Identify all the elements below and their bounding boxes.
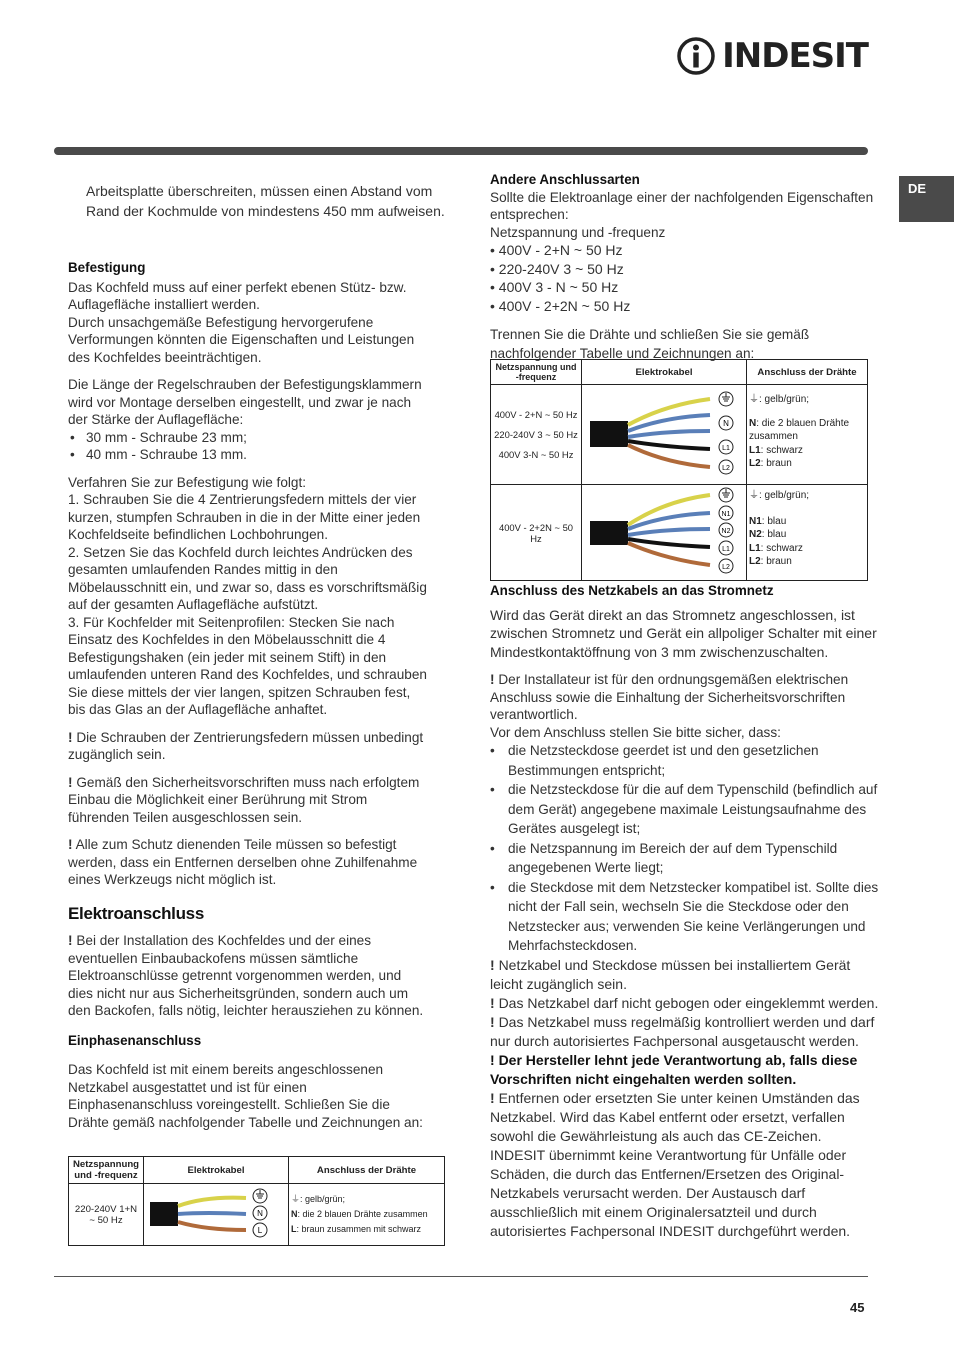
elektro-warning: ! Bei der Installation des Kochfeldes und der eines eventuellen Einbaubackofens müssen sämtliche Elektroanschlüsse getrennt vorgenommen werden, und dies nicht nur aus Sicherheitsgründen, sondern auch um den Backofen, falls nötig, leichter herausziehen zu können.: [68, 933, 424, 1018]
cable-2phase-svg: [584, 487, 744, 575]
header-bar: [54, 147, 868, 155]
row2-netz: 400V - 2+2N ~ 50 Hz: [491, 485, 582, 581]
terminal-l1-label: L1: [722, 546, 730, 553]
terminal-l-label: L: [257, 1226, 263, 1235]
check-item: • die Netzspannung im Bereich der auf dem Typenschild angegebenen Werte liegt;: [490, 839, 880, 878]
step-2: 2. Setzen Sie das Kochfeld durch leichtes Andrücken des gesamten umlaufenden Randes mittig in den Möbelausschnitt ein, und zwar so, dass es vorschriftsmäßig auf der gesamten Auflagefläche aufstützt.: [68, 544, 427, 612]
th-netz: Netzspannung und -frequenz: [69, 1157, 144, 1184]
logo-text: INDESIT: [722, 36, 868, 76]
anschluss-table: [490, 359, 868, 581]
warning-w1: ! Netzkabel und Steckdose müssen bei installiertem Gerät leicht zugänglich sein.: [490, 956, 851, 992]
warning-3: ! Alle zum Schutz dienenden Teile müssen so befestigt werden, dass ein Entfernen derselben ohne Zuhilfenahme eines Werkzeugs nicht möglich ist.: [68, 837, 418, 887]
installateur-warning: ! Der Installateur ist für den ordnungsgemäßen elektrischen Anschluss sowie die Einhaltung der Sicherheitsvorschriften verantwortlich.: [490, 672, 849, 722]
th-anschluss: Anschluss der Drähte: [289, 1157, 445, 1184]
intro-text: Arbeitsplatte überschreiten, müssen einen Abstand vom Rand der Kochmulde von mindestens 450 mm aufweisen.: [86, 183, 445, 219]
andere-text: Sollte die Elektroanlage einer der nachfolgenden Eigenschaften entsprechen:: [490, 189, 874, 222]
warning-w3: ! Das Netzkabel muss regelmäßig kontrolliert werden und darf nur durch autorisiertes Fachpersonal ausgetauscht werden.: [490, 1013, 875, 1049]
vor-dem-text: Vor dem Anschluss stellen Sie bitte sicher, dass:: [490, 724, 781, 740]
warning-w5: ! Entfernen oder ersetzten Sie unter keinen Umständen das Netzkabel. Wird das Kabel entfernt oder ersetzt, verfallen sowohl die Gewährleistung als auch das CE-Zeichen. INDESIT übernimmt keine Verantwortung für Unfälle oder Schäden, die durch das Entfernen/Ersetzen des Original-Netzkabels verursacht werden. Der Austausch darf ausschließlich mit einem Originalersatzteil und durch autorisiertes Fachpersonal INDESIT durchgeführt werden.: [490, 1089, 860, 1239]
terminal-n1-label: N1: [721, 511, 731, 518]
terminal-l1-label: L1: [722, 445, 730, 452]
row-anschluss: ⏚: gelb/grün; N: die 2 blauen Drähte zusammen L: braun zusammen mit schwarz: [289, 1184, 445, 1246]
check-item: • die Netzsteckdose für die auf dem Typenschild (befindlich auf dem Gerät) angegebene maximale Leistungsaufnahme des Gerätes ausgelegt ist;: [490, 780, 880, 839]
row1-netz: 400V - 2+N ~ 50 Hz 220-240V 3 ~ 50 Hz 400V 3-N ~ 50 Hz: [491, 385, 582, 485]
schrauben-text: Die Länge der Regelschrauben der Befestigungsklammern wird vor Montage derselben eingestellt, und zwar je nach der Stärke der Auflagefläche:: [68, 377, 422, 427]
trennen-text: Trennen Sie die Drähte und schließen Sie sie gemäß nachfolgender Tabelle und Zeichnungen an:: [490, 327, 810, 361]
step-3: 3. Für Kochfelder mit Seitenprofilen: Stecken Sie nach Einsatz des Kochfeldes in den Möbelausschnitt die 4 Befestigungshaken (ein jeder mit seinem Stift) in den umlaufenden unteren Rand des Kochfeldes, und schrauben Sie diese mittels der vier langen, spitzen Schrauben fest, bis das Glas an der Auflagefläche anhaftet.: [68, 614, 427, 717]
schrauben-item: • 30 mm - Schraube 23 mm;: [68, 429, 428, 447]
netz-item: • 400V - 2+N ~ 50 Hz: [490, 242, 623, 258]
th-kabel: Elektrokabel: [582, 360, 747, 385]
terminal-n-label: N: [257, 1209, 263, 1218]
befestigung-p1: Das Kochfeld muss auf einer perfekt ebenen Stütz- bzw. Auflagefläche installiert werden.: [68, 279, 407, 312]
netz-item: • 400V - 2+2N ~ 50 Hz: [490, 297, 631, 314]
page-number: 45: [850, 1300, 865, 1315]
th-netz: Netzspannung und -frequenz: [491, 360, 582, 385]
terminal-l2-label: L2: [722, 564, 730, 571]
warning-1: ! Die Schrauben der Zentrierungsfedern müssen unbedingt zugänglich sein.: [68, 729, 424, 762]
einphasen-text: Das Kochfeld ist mit einem bereits angeschlossenen Netzkabel ausgestattet und ist für einen Einphasenanschluss voreingestellt. Schließen Sie die Drähte gemäß nachfolgender Tabelle und Zeichnungen an:: [68, 1062, 423, 1130]
indesit-logo: [676, 36, 868, 76]
warning-2: ! Gemäß den Sicherheitsvorschriften muss nach erfolgtem Einbau die Möglichkeit einer Berührung mit Strom führenden Teilen ausgeschlossen sein.: [68, 774, 420, 825]
netzkabel-text: Wird das Gerät direkt an das Stromnetz angeschlossen, ist zwischen Stromnetz und Gerät ein allpoliger Schalter mit einer Mindestkontaktöffnung von 3 mm zwischenzuschalten.: [490, 606, 877, 660]
verfahren-title: Verfahren Sie zur Befestigung wie folgt:: [68, 474, 307, 490]
befestigung-section: [68, 259, 428, 1131]
netzkabel-title: Anschluss des Netzkabels an das Stromnetz: [490, 583, 774, 598]
andere-section: [490, 171, 880, 363]
indesit-logo-icon: [676, 36, 716, 76]
earth-icon: ⏚: [749, 490, 759, 501]
befestigung-p2: Durch unsachgemäße Befestigung hervorgerufene Verformungen könnten die Eigenschaften und Leistungen des Kochfeldes beeinträchtigen.: [68, 314, 415, 365]
terminal-l2-label: L2: [722, 465, 730, 472]
language-tab: [899, 176, 954, 222]
warning-w2: ! Das Netzkabel darf nicht gebogen oder eingeklemmt werden.: [490, 994, 879, 1011]
cable-diagram-2: [582, 485, 747, 581]
einphasen-table: [68, 1156, 445, 1246]
earth-icon: ⏚: [749, 394, 759, 405]
terminal-n2-label: N2: [721, 528, 731, 535]
th-kabel: Elektrokabel: [144, 1157, 289, 1184]
cable-3phase-svg: [584, 387, 744, 479]
row-netz: 220-240V 1+N ~ 50 Hz: [69, 1184, 144, 1246]
step-1: 1. Schrauben Sie die 4 Zentrierungsfedern mittels der vier kurzen, stumpfen Schrauben in die in der Mitte einer jeden Kochfeldseite befindlichen Lochbohrungen.: [68, 492, 421, 542]
schrauben-item: • 40 mm - Schraube 13 mm.: [68, 446, 428, 464]
cable-diagram: [144, 1184, 289, 1246]
netz-item: • 400V 3 - N ~ 50 Hz: [490, 279, 619, 295]
befestigung-title: Befestigung: [68, 260, 146, 275]
check-item: • die Netzsteckdose geerdet ist und den gesetzlichen Bestimmungen entspricht;: [490, 741, 880, 780]
andere-title: Andere Anschlussarten: [490, 172, 640, 187]
footer-line: [54, 1276, 868, 1277]
earth-icon: ⏚: [291, 1194, 301, 1204]
einphasen-title: Einphasenanschluss: [68, 1032, 202, 1048]
row1-anschluss: ⏚: gelb/grün; N: die 2 blauen Drähte zusammen L1: schwarz L2: braun: [747, 385, 868, 485]
netz-item: • 220-240V 3 ~ 50 Hz: [490, 260, 624, 277]
row2-anschluss: ⏚: gelb/grün; N1: blau N2: blau L1: schwarz L2: braun: [747, 485, 868, 581]
th-anschluss: Anschluss der Drähte: [747, 360, 868, 385]
netz-label: Netzspannung und -frequenz: [490, 224, 666, 240]
elektroanschluss-title: Elektroanschluss: [68, 903, 204, 923]
cable-single-phase-svg: [146, 1186, 286, 1240]
cable-diagram-1: [582, 385, 747, 485]
language-tab-label: DE: [908, 181, 927, 196]
netzkabel-section: [490, 582, 880, 1241]
terminal-n-label: N: [723, 419, 729, 428]
check-item: • die Steckdose mit dem Netzstecker kompatibel ist. Sollte dies nicht der Fall sein, wechseln Sie die Steckdose oder den Netzstecker aus; verwenden Sie keine Verlängerungen und Mehrfachsteckdosen.: [490, 878, 880, 956]
warning-w4: ! Der Hersteller lehnt jede Verantwortung ab, falls diese Vorschriften nicht eingehalten werden sollten.: [490, 1051, 858, 1087]
